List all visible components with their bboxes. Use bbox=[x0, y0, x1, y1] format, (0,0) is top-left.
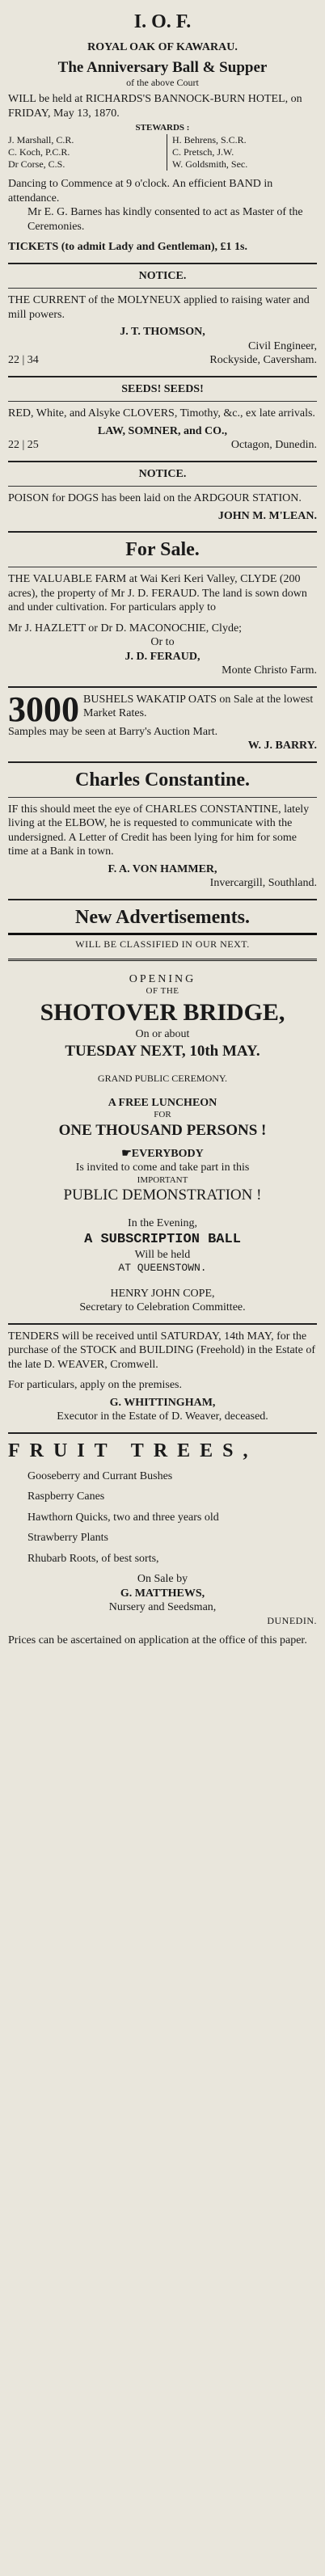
poison-body: POISON for DOGS has been laid on the ARDGOUR STATION. bbox=[8, 492, 302, 504]
fruit-seller: G. MATTHEWS, bbox=[120, 1587, 205, 1600]
notice-place: Rockyside, Caversham. bbox=[209, 354, 317, 366]
ball-advertisement bbox=[8, 36, 317, 264]
molyneux-notice bbox=[8, 264, 317, 377]
sale-heading: For Sale. bbox=[125, 539, 200, 560]
important-label: IMPORTANT bbox=[137, 1174, 188, 1185]
divider bbox=[8, 797, 317, 798]
divider bbox=[8, 933, 317, 935]
sale-farm: Monte Christo Farm. bbox=[222, 664, 317, 677]
notice-role: Civil Engineer, bbox=[248, 339, 317, 352]
oats-seller: W. J. BARRY. bbox=[247, 740, 317, 752]
fruit-sale-by: On Sale by bbox=[137, 1573, 188, 1585]
sale-owner: J. D. FERAUD, bbox=[125, 650, 200, 663]
list-item: Rhubarb Roots, of best sorts, bbox=[27, 1552, 159, 1565]
notice-heading: NOTICE. bbox=[138, 467, 187, 480]
fruit-trees-advertisement bbox=[8, 1434, 317, 1656]
bridge-opening-advertisement bbox=[8, 961, 317, 1325]
farm-sale-advertisement bbox=[8, 533, 317, 688]
steward: J. Marshall, C.R. bbox=[8, 134, 74, 145]
ball-subtitle: of the above Court bbox=[126, 77, 199, 89]
public-demonstration: PUBLIC DEMONSTRATION ! bbox=[63, 1187, 262, 1204]
notice-reference: 22 | 34 bbox=[8, 354, 39, 366]
masthead bbox=[8, 5, 317, 36]
for-label: FOR bbox=[154, 1110, 171, 1119]
stewards-list bbox=[8, 134, 317, 171]
poison-signatory: JOHN M. M'LEAN. bbox=[217, 509, 317, 522]
steward: H. Behrens, S.C.R. bbox=[167, 134, 317, 146]
divider bbox=[8, 288, 317, 289]
steward: C. Koch, P.C.R. bbox=[8, 146, 70, 158]
queenstown-label: AT QUEENSTOWN. bbox=[118, 1262, 207, 1275]
seeds-heading: SEEDS! SEEDS! bbox=[121, 382, 204, 395]
missing-person-signatory: F. A. VON HAMMER, bbox=[108, 862, 217, 875]
stewards-label: STEWARDS : bbox=[135, 123, 190, 133]
of-the-label: OF THE bbox=[146, 986, 179, 996]
seeds-place: Octagon, Dunedin. bbox=[230, 439, 317, 451]
fruit-seller-role: Nursery and Seedsman, bbox=[108, 1601, 217, 1613]
new-advertisements-banner bbox=[8, 900, 317, 961]
opening-date: TUESDAY NEXT, 10th MAY. bbox=[65, 1042, 260, 1060]
oats-body: BUSHELS WAKATIP OATS on Sale at the lowest Market Rates. bbox=[83, 693, 314, 719]
pointing-hand-icon: ☛ bbox=[121, 1147, 132, 1160]
fruit-items bbox=[8, 1469, 317, 1566]
list-item: Hawthorn Quicks, two and three years old bbox=[27, 1511, 219, 1524]
ceremony-label: GRAND PUBLIC CEREMONY. bbox=[97, 1072, 228, 1084]
bridge-name: SHOTOVER BRIDGE, bbox=[40, 998, 285, 1026]
subscription-ball: A SUBSCRIPTION BALL bbox=[84, 1231, 241, 1247]
master-of-ceremonies: Mr E. G. Barnes has kindly consented to act as Master of the Ceremonies. bbox=[27, 206, 303, 233]
steward: W. Goldsmith, Sec. bbox=[167, 158, 317, 171]
court-name: ROYAL OAK OF KAWARAU. bbox=[87, 41, 238, 53]
steward: Dr Corse, C.S. bbox=[8, 158, 65, 170]
list-item: Gooseberry and Currant Bushes bbox=[27, 1469, 173, 1482]
society-emblem: I. O. F. bbox=[133, 11, 192, 32]
new-ads-heading: New Advertisements. bbox=[75, 906, 250, 928]
notice-heading: NOTICE. bbox=[138, 269, 187, 282]
sale-contacts: Mr J. HAZLETT or Dr D. MACONOCHIE, Clyde; bbox=[8, 622, 243, 635]
evening-label: In the Evening, bbox=[128, 1217, 197, 1229]
list-item: Raspberry Canes bbox=[27, 1490, 105, 1503]
luncheon-label: A FREE LUNCHEON bbox=[108, 1096, 217, 1109]
missing-person-heading: Charles Constantine. bbox=[74, 769, 250, 791]
tenders-advertisement bbox=[8, 1325, 317, 1434]
held-label: Will be held bbox=[134, 1248, 191, 1261]
opening-label: OPENING bbox=[129, 972, 196, 985]
ticket-price: TICKETS (to admit Lady and Gentleman), £1 1s. bbox=[8, 241, 247, 253]
everybody-label bbox=[8, 1147, 317, 1162]
fruit-prices: Prices can be ascertained on application at the office of this paper. bbox=[8, 1634, 307, 1646]
notice-body: THE CURRENT of the MOLYNEUX applied to raising water and mill powers. bbox=[8, 294, 310, 321]
everybody-text: EVERYBODY bbox=[131, 1147, 204, 1160]
sale-body: THE VALUABLE FARM at Wai Keri Keri Valley, CLYDE (200 acres), the property of Mr J. D. FERAUD. The land is sown down and under cultivation. For particulars apply to bbox=[8, 573, 307, 613]
ball-body: WILL be held at RICHARDS'S BANNOCK-BURN HOTEL, on FRIDAY, May 13, 1870. bbox=[8, 93, 302, 120]
tenders-body: TENDERS will be received until SATURDAY, 14th MAY, for the purchase of the STOCK and BUILDING (Freehold) in the Estate of the late D. WEAVER, Cromwell. bbox=[8, 1330, 315, 1371]
missing-person-body: IF this should meet the eye of CHARLES CONSTANTINE, lately living at the ELBOW, he is requested to communicate with the undersigned. A Letter of Credit has been lying for him for some time at a Bank in town. bbox=[8, 803, 310, 858]
seeds-body: RED, White, and Alsyke CLOVERS, Timothy, &c., ex late arrivals. bbox=[8, 407, 315, 419]
list-item: Strawberry Plants bbox=[27, 1532, 108, 1544]
tenders-executor-role: Executor in the Estate of D. Weaver, deceased. bbox=[57, 1410, 268, 1423]
seeds-footer bbox=[8, 438, 317, 453]
steward: C. Pretsch, J.W. bbox=[167, 146, 317, 158]
secretary-role: Secretary to Celebration Committee. bbox=[79, 1301, 246, 1313]
dance-info: Dancing to Commence at 9 o'clock. An efficient BAND in attendance. bbox=[8, 178, 273, 204]
notice-signatory: J. T. THOMSON, bbox=[120, 326, 205, 338]
missing-person-place: Invercargill, Southland. bbox=[209, 877, 317, 889]
seeds-firm: LAW, SOMNER, and CO., bbox=[97, 424, 228, 437]
on-or-about: On or about bbox=[135, 1028, 190, 1041]
seeds-advertisement bbox=[8, 377, 317, 462]
thousand-persons: ONE THOUSAND PERSONS ! bbox=[58, 1121, 267, 1139]
fruit-trees-heading: FRUIT TREES, bbox=[8, 1440, 258, 1461]
sale-or: Or to bbox=[150, 636, 175, 648]
newspaper-column bbox=[8, 0, 317, 1655]
poison-notice bbox=[8, 462, 317, 533]
ball-title: The Anniversary Ball & Supper bbox=[57, 58, 268, 76]
divider bbox=[8, 486, 317, 487]
tenders-particulars: For particulars, apply on the premises. bbox=[8, 1379, 183, 1391]
fruit-place: DUNEDIN. bbox=[267, 1614, 317, 1626]
missing-person-notice bbox=[8, 763, 317, 900]
oats-samples: Samples may be seen at Barry's Auction Mart. bbox=[8, 725, 218, 738]
seeds-reference: 22 | 25 bbox=[8, 439, 39, 451]
tenders-executor: G. WHITTINGHAM, bbox=[109, 1396, 216, 1409]
secretary-name: HENRY JOHN COPE, bbox=[110, 1287, 215, 1300]
notice-footer bbox=[8, 353, 317, 368]
invited-line: Is invited to come and take part in this bbox=[75, 1162, 250, 1174]
oats-quantity: 3000 bbox=[8, 689, 79, 729]
oats-advertisement bbox=[8, 688, 317, 763]
divider bbox=[8, 401, 317, 402]
new-ads-note: WILL BE CLASSIFIED IN OUR NEXT. bbox=[75, 938, 250, 950]
